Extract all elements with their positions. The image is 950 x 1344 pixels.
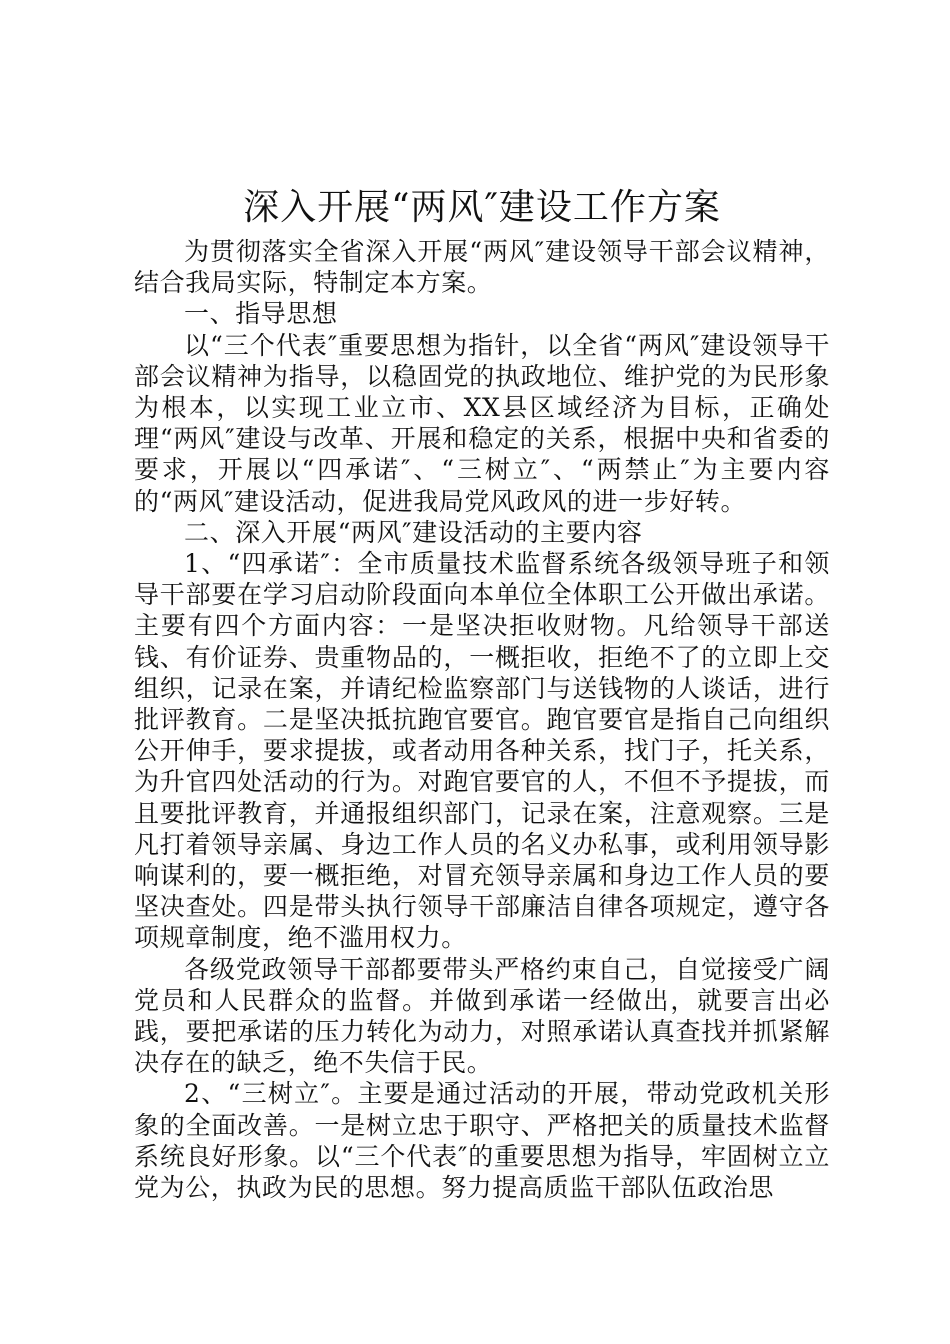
- paragraph-supervision: 各级党政领导干部都要带头严格约束自己，自觉接受广阔党员和人民群众的监督。并做到承诺一经做出，就要言出必践，要把承诺的压力转化为动力，对照承诺认真查找并抓紧解决存在的缺乏，绝不失信于民。: [134, 954, 830, 1078]
- paragraph-four-commitments: 1、“四承诺″：全市质量技术监督系统各级领导班子和领导干部要在学习启动阶段面向本单位全体职工公开做出承诺。主要有四个方面内容：一是坚决拒收财物。凡给领导干部送钱、有价证券、贵重物品的，一概拒收，拒绝不了的立即上交组织，记录在案，并请纪检监察部门与送钱物的人谈话，进行批评教育。二是坚决抵抗跑官要官。跑官要官是指自己向组织公开伸手，要求提拔，或者动用各种关系，找门子，托关系，为升官四处活动的行为。对跑官要官的人，不但不予提拔，而且要批评教育，并通报组织部门，记录在案，注意观察。三是凡打着领导亲属、身边工作人员的名义办私事，或利用领导影响谋利的，要一概拒绝，对冒充领导亲属和身边工作人员的要坚决查处。四是带头执行领导干部廉洁自律各项规定，遵守各项规章制度，绝不滥用权力。: [134, 549, 830, 953]
- section-heading-main-content: 二、深入开展“两风″建设活动的主要内容: [184, 517, 643, 547]
- paragraph-three-establishments: 2、“三树立″。主要是通过活动的开展，带动党政机关形象的全面改善。一是树立忠于职守、严格把关的质量技术监督系统良好形象。以“三个代表″的重要思想为指导，牢固树立立党为公，执政为民的思想。努力提高质监干部队伍政治思: [134, 1079, 830, 1203]
- paragraph-guiding-ideology: 以“三个代表″重要思想为指针，以全省“两风″建设领导干部会议精神为指导，以稳固党的执政地位、维护党的为民形象为根本，以实现工业立市、XX县区域经济为目标，正确处理“两风″建设与改革、开展和稳定的关系，根据中央和省委的要求，开展以“四承诺″、“三树立″、“两禁止″为主要内容的“两风″建设活动，促进我局党风政风的进一步好转。: [134, 330, 830, 516]
- section-heading-guiding-ideology: 一、指导思想: [184, 299, 338, 329]
- document-body: [134, 236, 830, 1203]
- document-title: 深入开展“两风″建设工作方案: [243, 187, 721, 228]
- document-page: [134, 186, 830, 1203]
- paragraph-intro: 为贯彻落实全省深入开展“两风″建设领导干部会议精神，结合我局实际，特制定本方案。: [134, 237, 830, 298]
